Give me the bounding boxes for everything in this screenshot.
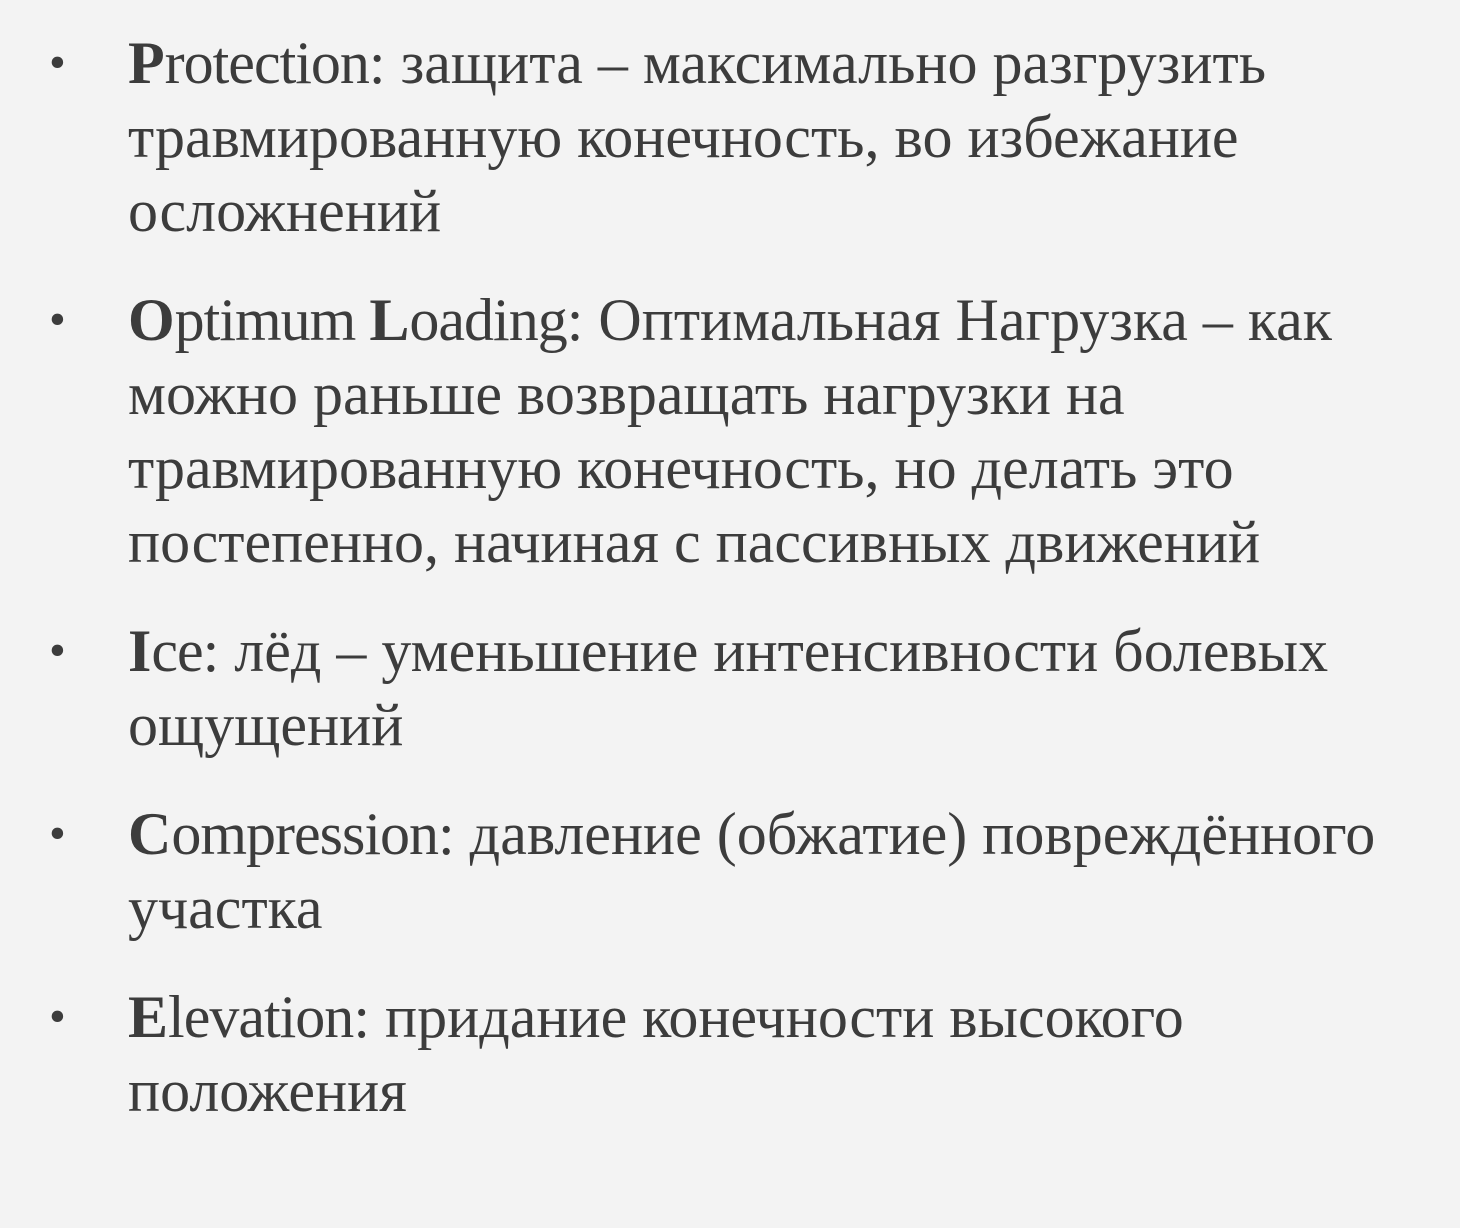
description-text: : защита – максимально разгрузить травмированную конечность, во избежание осложнений — [128, 30, 1267, 244]
term-text: rotection — [164, 30, 369, 96]
description-text: : Оптимальная Нагрузка – как можно раньше возвращать нагрузки на травмированную конечность, но делать это постепенно, начиная с пассивных движений — [128, 287, 1332, 575]
description-text: : давление (обжатие) повреждённого участка — [128, 801, 1376, 941]
bullet-icon: • — [49, 624, 66, 677]
list-item-compression — [0, 797, 1460, 945]
term-text: ce — [151, 618, 203, 684]
description-text: : придание конечности высокого положения — [128, 984, 1184, 1124]
acronym-letter: C — [128, 801, 172, 867]
term-text-secondary: oading — [409, 287, 567, 353]
term-text: ompression — [171, 801, 438, 867]
acronym-letter: P — [128, 30, 165, 96]
list-item-elevation — [0, 980, 1460, 1128]
bullet-icon: • — [49, 36, 66, 89]
list-item-optimum-loading — [0, 283, 1460, 579]
bullet-icon: • — [49, 293, 66, 346]
acronym-letter-secondary: L — [369, 287, 410, 353]
acronym-letter: O — [128, 287, 175, 353]
description-text: : лёд – уменьшение интенсивности болевых ощущений — [128, 618, 1329, 758]
term-text: ptimum — [174, 287, 370, 353]
bullet-icon: • — [49, 807, 66, 860]
bullet-list — [0, 26, 1460, 1163]
acronym-letter: I — [128, 618, 152, 684]
list-item-ice — [0, 614, 1460, 762]
bullet-icon: • — [49, 990, 66, 1043]
list-item-protection — [0, 26, 1460, 248]
acronym-letter: E — [128, 984, 169, 1050]
term-text: levation — [168, 984, 354, 1050]
